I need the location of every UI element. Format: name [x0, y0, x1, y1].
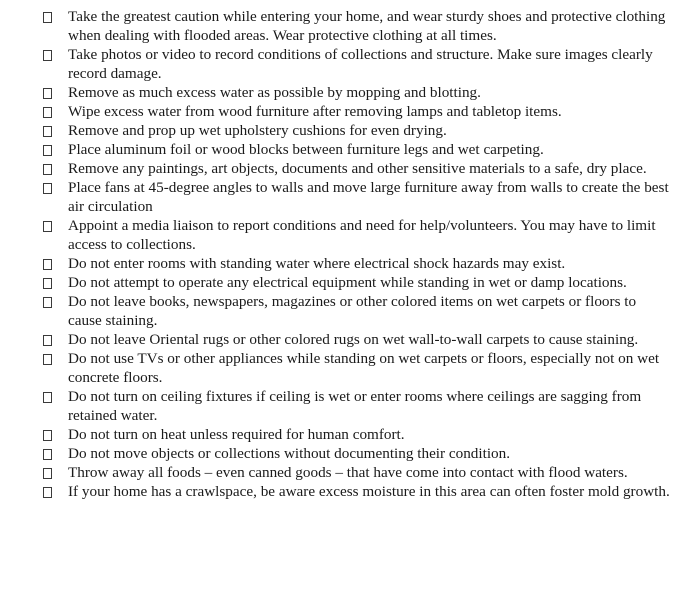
checklist-item: [0, 292, 699, 330]
checklist-item: [0, 7, 699, 45]
checklist-item: [0, 482, 699, 501]
checklist-item: [0, 330, 699, 349]
checkbox-icon: [43, 449, 52, 460]
checkbox-icon: [43, 278, 52, 289]
checklist-item-text: Remove as much excess water as possible by mopping and blotting.: [68, 84, 481, 101]
checklist-item: [0, 463, 699, 482]
checklist-item: [0, 387, 699, 425]
checklist-item: [0, 178, 699, 216]
checkbox-icon: [43, 297, 52, 308]
checklist-item: [0, 254, 699, 273]
checklist-item-text: Do not enter rooms with standing water where electrical shock hazards may exist.: [68, 255, 566, 272]
checklist-item-text: Place fans at 45-degree angles to walls and move large furniture away from walls to create the best air circulation: [68, 179, 669, 215]
checklist-item: [0, 102, 699, 121]
checklist-item-text: Do not use TVs or other appliances while standing on wet carpets or floors, especially not on wet concrete floors.: [68, 350, 660, 386]
checkbox-icon: [43, 88, 52, 99]
checklist-item-text: Do not leave books, newspapers, magazines or other colored items on wet carpets or floors to cause staining.: [68, 293, 637, 329]
checklist-item-text: Remove any paintings, art objects, documents and other sensitive materials to a safe, dry place.: [68, 160, 647, 177]
checklist-item: [0, 349, 699, 387]
checkbox-icon: [43, 259, 52, 270]
checklist-item: [0, 273, 699, 292]
checklist-item: [0, 45, 699, 83]
checklist-item-text: Do not turn on heat unless required for human comfort.: [68, 426, 405, 443]
checklist-item-text: Remove and prop up wet upholstery cushions for even drying.: [68, 122, 447, 139]
checklist-item-text: Do not turn on ceiling fixtures if ceiling is wet or enter rooms where ceilings are sagging from retained water.: [68, 388, 642, 424]
checklist-item: [0, 83, 699, 102]
checklist-item-text: Take the greatest caution while entering your home, and wear sturdy shoes and protective clothing when dealing with flooded areas. Wear protective clothing at all times.: [68, 8, 666, 44]
checklist-item: [0, 425, 699, 444]
checkbox-icon: [43, 145, 52, 156]
checkbox-icon: [43, 430, 52, 441]
checklist-item: [0, 216, 699, 254]
checkbox-icon: [43, 126, 52, 137]
checklist-item-text: Appoint a media liaison to report conditions and need for help/volunteers. You may have to limit access to collections.: [68, 217, 656, 253]
checklist-item: [0, 121, 699, 140]
checklist-item-text: Take photos or video to record conditions of collections and structure. Make sure images clearly record damage.: [68, 46, 653, 82]
checkbox-icon: [43, 183, 52, 194]
checkbox-icon: [43, 392, 52, 403]
checklist-item: [0, 444, 699, 463]
checkbox-icon: [43, 221, 52, 232]
checklist-item-text: Place aluminum foil or wood blocks between furniture legs and wet carpeting.: [68, 141, 544, 158]
checkbox-icon: [43, 107, 52, 118]
checklist-item-text: Do not attempt to operate any electrical equipment while standing in wet or damp locations.: [68, 274, 627, 291]
checklist-item-text: Wipe excess water from wood furniture after removing lamps and tabletop items.: [68, 103, 562, 120]
checklist-item-text: Throw away all foods – even canned goods – that have come into contact with flood waters.: [68, 464, 628, 481]
checklist-item-text: Do not move objects or collections without documenting their condition.: [68, 445, 511, 462]
flood-checklist: [0, 7, 699, 501]
checkbox-icon: [43, 335, 52, 346]
checklist-item: [0, 140, 699, 159]
checkbox-icon: [43, 487, 52, 498]
checklist-item-text: If your home has a crawlspace, be aware excess moisture in this area can often foster mold growth.: [68, 483, 670, 500]
checkbox-icon: [43, 50, 52, 61]
checkbox-icon: [43, 164, 52, 175]
checklist-item: [0, 159, 699, 178]
checkbox-icon: [43, 354, 52, 365]
checkbox-icon: [43, 12, 52, 23]
checklist-item-text: Do not leave Oriental rugs or other colored rugs on wet wall-to-wall carpets to cause staining.: [68, 331, 639, 348]
checkbox-icon: [43, 468, 52, 479]
